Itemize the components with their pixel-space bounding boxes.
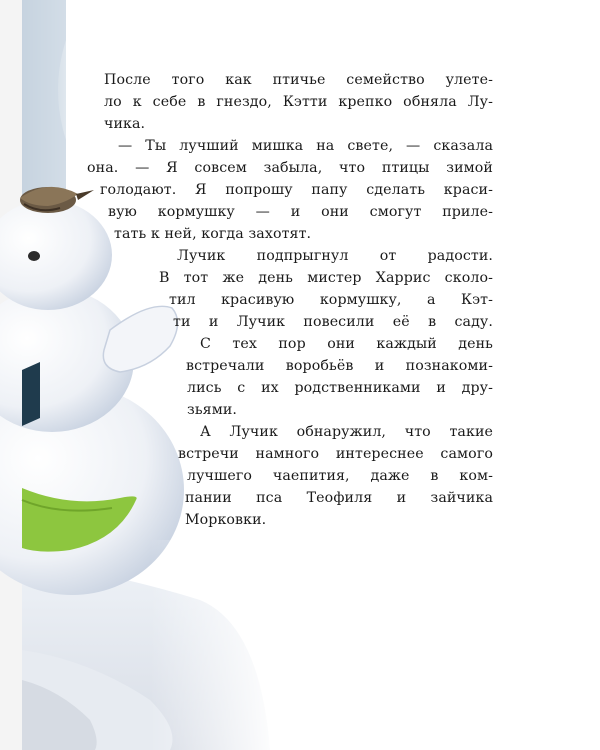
- text-line: С тех пор они каждый день: [200, 336, 493, 352]
- text-line: лись с их родственниками и дру-: [187, 380, 493, 396]
- text-line: Морковки.: [185, 512, 267, 528]
- text-line: В тот же день мистер Харрис сколо-: [159, 270, 493, 286]
- text-line: Лучик подпрыгнул от радости.: [177, 248, 493, 264]
- text-line: она. — Я совсем забыла, что птицы зимой: [87, 160, 493, 176]
- text-line: встречи намного интереснее самого: [178, 446, 493, 462]
- text-line: ти и Лучик повесили её в саду.: [173, 314, 493, 330]
- text-line: зьями.: [187, 402, 238, 418]
- text-line: чика.: [104, 116, 146, 132]
- text-line: — Ты лучший мишка на свете, — сказала: [118, 138, 493, 154]
- text-line: пании пса Теофиля и зайчика: [185, 490, 493, 506]
- text-line: ло к себе в гнездо, Кэтти крепко обняла Лу-: [104, 94, 493, 110]
- text-line: А Лучик обнаружил, что такие: [200, 424, 493, 440]
- text-line: вую кормушку — и они смогут приле-: [108, 204, 493, 220]
- text-line: После того как птичье семейство улете-: [104, 72, 493, 88]
- text-line: голодают. Я попрошу папу сделать краси-: [100, 182, 493, 198]
- text-line: тил красивую кормушку, а Кэт-: [169, 292, 493, 308]
- text-line: лучшего чаепития, даже в ком-: [187, 468, 493, 484]
- text-line: встречали воробьёв и познакоми-: [186, 358, 493, 374]
- text-line: тать к ней, когда захотят.: [114, 226, 312, 242]
